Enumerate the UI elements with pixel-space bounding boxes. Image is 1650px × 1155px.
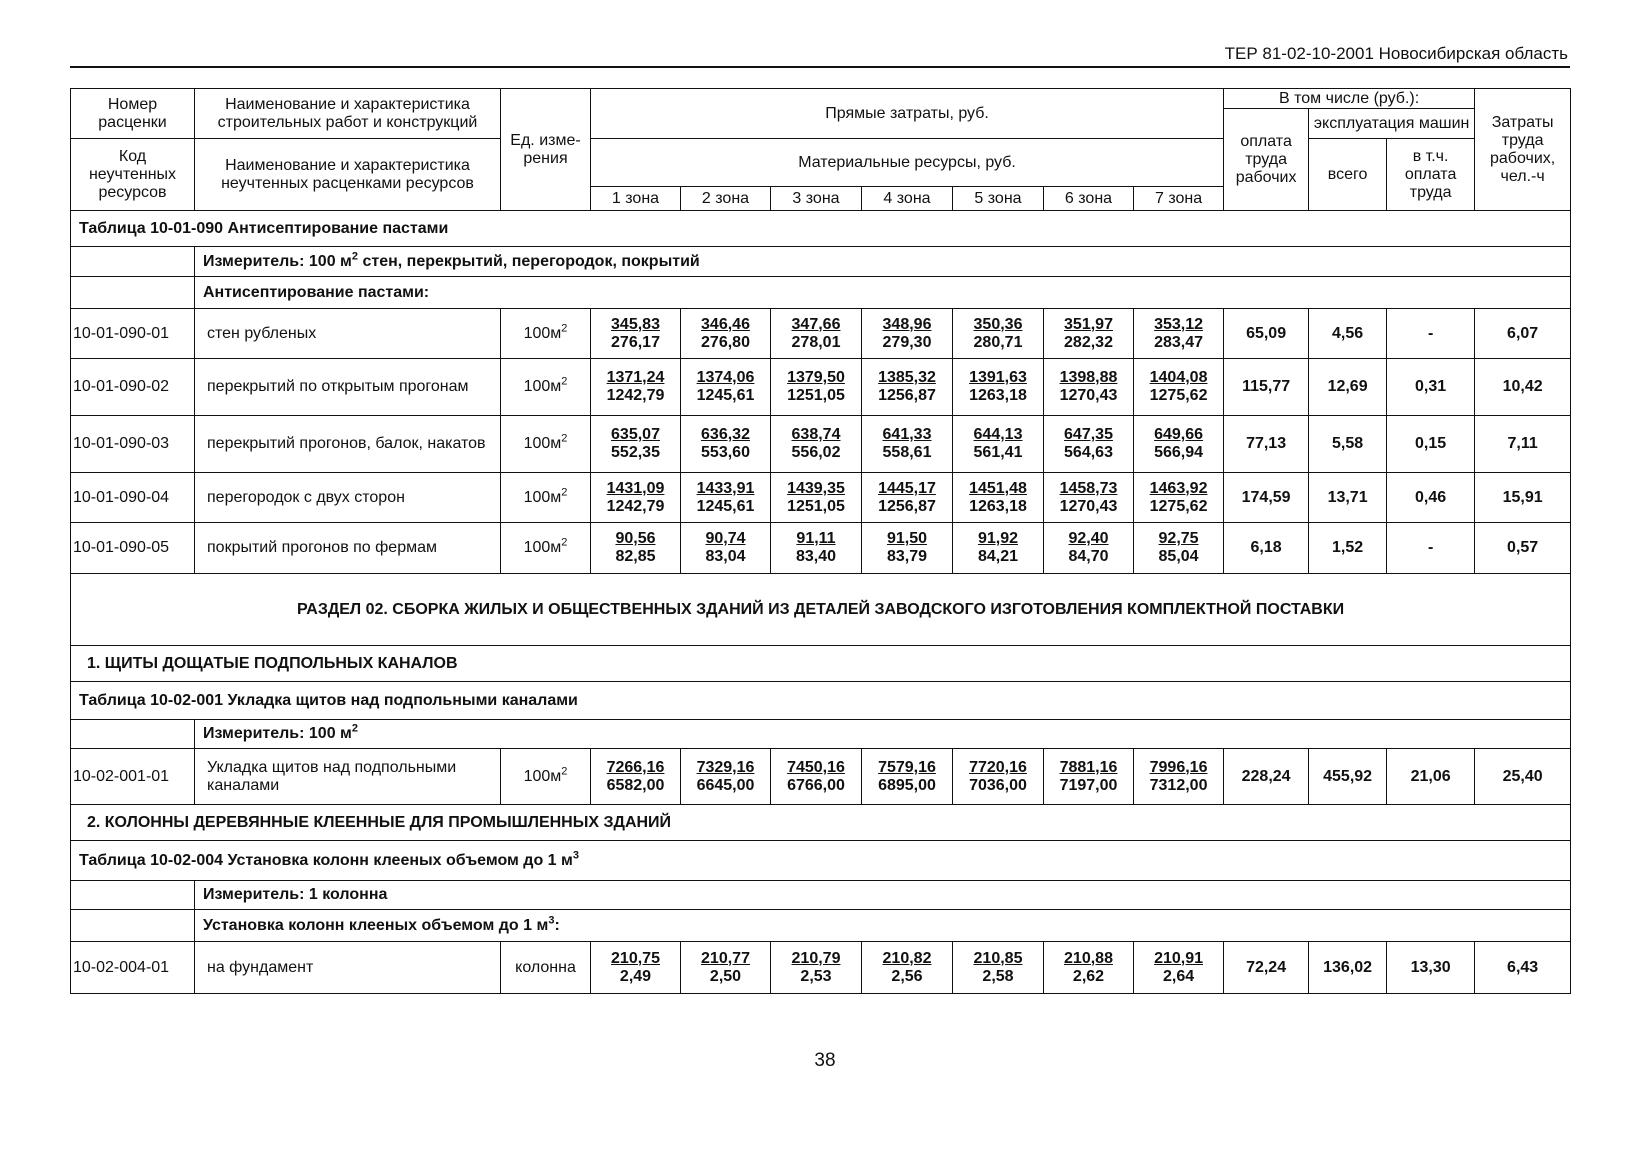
zone-price-2 (681, 309, 771, 359)
material-cost: 2,53 (800, 967, 832, 985)
group-label (195, 277, 1571, 309)
direct-cost: 1445,17 (878, 479, 936, 497)
zone-price-5 (953, 416, 1044, 473)
rate-code: 10-01-090-01 (71, 309, 195, 359)
section-title-row (71, 574, 1571, 646)
labor-value: 10,42 (1475, 359, 1571, 416)
rate-row (71, 473, 1571, 523)
rate-code: 10-01-090-03 (71, 416, 195, 473)
material-cost: 279,30 (882, 333, 932, 351)
rate-row (71, 309, 1571, 359)
zone-price-6 (1044, 942, 1134, 994)
table-title-text: Таблица 10-01-090 Антисептирование пастами (79, 219, 449, 237)
table-title-text: Таблица 10-02-001 Укладка щитов над подпольными каналами (79, 691, 578, 709)
unit-text: 100м (523, 767, 562, 785)
material-cost: 2,56 (891, 967, 923, 985)
direct-cost: 210,85 (973, 949, 1023, 967)
machines-value: 455,92 (1309, 749, 1387, 805)
direct-cost: 1385,32 (878, 369, 936, 386)
table-title-row (71, 682, 1571, 720)
material-cost: 7197,00 (1059, 776, 1118, 794)
direct-cost: 91,92 (977, 530, 1019, 547)
direct-cost: 641,33 (882, 426, 932, 443)
zone-price-4 (862, 416, 953, 473)
material-cost: 1275,62 (1149, 387, 1208, 404)
empty-code-cell (71, 247, 195, 277)
table-title (71, 841, 1571, 881)
material-cost: 1270,43 (1059, 497, 1118, 515)
zone-price-6 (1044, 473, 1134, 523)
rate-row (71, 359, 1571, 416)
material-cost: 280,71 (973, 333, 1023, 351)
zone-price-3 (771, 309, 862, 359)
direct-cost: 91,11 (796, 530, 836, 547)
col-labor-header: Затраты труда рабочих, чел.-ч (1475, 89, 1571, 211)
zone-price-5 (953, 942, 1044, 994)
rate-name: покрытий прогонов по фермам (195, 523, 501, 574)
rate-code: 10-01-090-05 (71, 523, 195, 574)
zone-price-5 (953, 309, 1044, 359)
direct-cost: 7579,16 (878, 758, 936, 776)
zone-price-2 (681, 749, 771, 805)
wages-value: 6,18 (1224, 523, 1309, 574)
material-cost: 561,41 (973, 444, 1023, 461)
material-cost: 552,35 (611, 444, 660, 461)
material-cost: 85,04 (1158, 548, 1199, 565)
col-machines-header: эксплуатация машин (1309, 109, 1475, 139)
group-text: : (554, 916, 560, 934)
col-wages-header: оплата труда рабочих (1224, 109, 1309, 211)
material-cost: 1270,43 (1059, 387, 1118, 404)
rate-code: 10-02-001-01 (71, 749, 195, 805)
labor-value: 7,11 (1475, 416, 1571, 473)
material-cost: 278,01 (791, 333, 841, 351)
material-cost: 83,04 (705, 548, 746, 565)
material-cost: 1245,61 (696, 497, 755, 515)
material-cost: 2,49 (619, 967, 652, 985)
group-label-row (71, 277, 1571, 309)
rate-unit (501, 473, 591, 523)
machines-value: 1,52 (1309, 523, 1387, 574)
zone-header-7: 7 зона (1134, 187, 1224, 211)
subsection-title (71, 805, 1571, 841)
direct-cost: 7266,16 (606, 758, 665, 776)
direct-cost: 345,83 (611, 315, 660, 333)
unit-text: 100м (523, 378, 562, 395)
wages-value: 65,09 (1224, 309, 1309, 359)
rate-name: стен рубленых (195, 309, 501, 359)
document-header: ТЕР 81-02-10-2001 Новосибирская область (1224, 44, 1568, 63)
table-title (71, 211, 1571, 247)
labor-value: 25,40 (1475, 749, 1571, 805)
direct-cost: 1439,35 (787, 479, 845, 497)
material-cost: 2,50 (709, 967, 742, 985)
direct-cost: 210,79 (791, 949, 841, 967)
material-cost: 7312,00 (1149, 776, 1208, 794)
empty-code-cell (71, 910, 195, 942)
zone-price-4 (862, 473, 953, 523)
rate-unit (501, 416, 591, 473)
direct-cost: 638,74 (791, 426, 841, 443)
unit-text: 100м (523, 324, 562, 342)
subsection-text: 2. КОЛОННЫ ДЕРЕВЯННЫЕ КЛЕЕННЫЕ ДЛЯ ПРОМЫШЛЕННЫХ ЗДАНИЙ (87, 813, 672, 831)
zone-price-2 (681, 942, 771, 994)
zone-price-1 (591, 359, 681, 416)
zone-price-6 (1044, 309, 1134, 359)
direct-cost: 348,96 (882, 315, 932, 333)
rate-code: 10-02-004-01 (71, 942, 195, 994)
subsection-title-row (71, 646, 1571, 682)
direct-cost: 7450,16 (787, 758, 845, 776)
direct-cost: 1379,50 (787, 369, 845, 386)
col-number-header: Номер расценки (71, 89, 195, 139)
direct-cost: 351,97 (1064, 315, 1113, 333)
material-cost: 84,21 (977, 548, 1019, 565)
rates-table (70, 88, 1571, 994)
zone-price-6 (1044, 523, 1134, 574)
zone-header-5: 5 зона (953, 187, 1044, 211)
unit-sup: 2 (561, 536, 568, 549)
direct-cost: 90,74 (705, 530, 746, 547)
material-cost: 2,58 (982, 967, 1014, 985)
material-cost: 6645,00 (696, 776, 755, 794)
group-text: Антисептирование пастами: (203, 283, 430, 301)
measure-text: Измеритель: 100 м (203, 252, 352, 270)
direct-cost: 346,46 (701, 315, 750, 333)
material-cost: 558,61 (882, 444, 932, 461)
col-resname-header: Наименование и характеристика неучтенных расценками ресурсов (195, 139, 501, 211)
header-rule (70, 66, 1570, 68)
material-cost: 556,02 (791, 444, 841, 461)
material-cost: 6582,00 (606, 776, 665, 794)
measure-label (195, 720, 1571, 749)
rate-row (71, 942, 1571, 994)
zone-header-4: 4 зона (862, 187, 953, 211)
zone-price-1 (591, 523, 681, 574)
zone-price-7 (1134, 942, 1224, 994)
measure-text: Измеритель: 1 колонна (203, 886, 388, 903)
unit-text: колонна (515, 958, 576, 976)
direct-cost: 1391,63 (969, 369, 1027, 386)
direct-cost: 635,07 (611, 426, 660, 443)
zone-price-5 (953, 359, 1044, 416)
material-cost: 84,70 (1068, 548, 1109, 565)
zone-price-3 (771, 523, 862, 574)
zone-price-2 (681, 523, 771, 574)
col-unit-header: Ед. изме- рения (501, 89, 591, 211)
measure-text: стен, перекрытий, перегородок, покрытий (358, 252, 700, 270)
material-cost: 1251,05 (787, 387, 845, 404)
labor-value: 6,43 (1475, 942, 1571, 994)
machines-wages-value: - (1387, 309, 1475, 359)
unit-text: 100м (523, 488, 562, 506)
direct-cost: 210,88 (1064, 949, 1113, 967)
zone-price-4 (862, 523, 953, 574)
zone-price-6 (1044, 416, 1134, 473)
direct-cost: 1371,24 (606, 369, 665, 386)
direct-cost: 647,35 (1064, 426, 1113, 443)
measure-sup: 2 (351, 250, 359, 263)
group-text: Установка колонн клееных объемом до 1 м (203, 916, 549, 934)
material-cost: 1275,62 (1149, 497, 1208, 515)
zone-price-7 (1134, 523, 1224, 574)
machines-value: 4,56 (1309, 309, 1387, 359)
table-title-text: Таблица 10-02-004 Установка колонн клееных объемом до 1 м (79, 851, 573, 869)
rate-unit (501, 309, 591, 359)
material-cost: 83,79 (886, 548, 928, 565)
material-cost: 82,85 (615, 548, 656, 565)
zone-header-6: 6 зона (1044, 187, 1134, 211)
zone-price-3 (771, 359, 862, 416)
direct-cost: 1404,08 (1149, 369, 1208, 386)
direct-cost: 91,50 (886, 530, 928, 547)
zone-header-1: 1 зона (591, 187, 681, 211)
zone-price-5 (953, 473, 1044, 523)
unit-sup: 2 (561, 765, 568, 778)
zone-price-3 (771, 416, 862, 473)
machines-value: 5,58 (1309, 416, 1387, 473)
zone-price-2 (681, 473, 771, 523)
labor-value: 6,07 (1475, 309, 1571, 359)
zone-price-3 (771, 473, 862, 523)
material-cost: 276,17 (611, 333, 660, 351)
unit-text: 100м (523, 435, 562, 452)
machines-wages-value: 0,31 (1387, 359, 1475, 416)
zone-price-3 (771, 942, 862, 994)
machines-wages-value: 0,46 (1387, 473, 1475, 523)
wages-value: 228,24 (1224, 749, 1309, 805)
zone-price-1 (591, 416, 681, 473)
direct-cost: 1431,09 (606, 479, 665, 497)
machines-wages-value: 0,15 (1387, 416, 1475, 473)
zone-price-7 (1134, 309, 1224, 359)
direct-cost: 1463,92 (1149, 479, 1208, 497)
material-cost: 1256,87 (878, 497, 936, 515)
rate-unit (501, 523, 591, 574)
direct-cost: 90,56 (615, 530, 656, 547)
table-title-row (71, 841, 1571, 881)
zone-price-4 (862, 359, 953, 416)
zone-price-7 (1134, 416, 1224, 473)
col-materials-header: Материальные ресурсы, руб. (591, 139, 1224, 187)
unit-sup: 2 (561, 486, 568, 499)
material-cost: 1245,61 (696, 387, 755, 404)
zone-header-3: 3 зона (771, 187, 862, 211)
material-cost: 283,47 (1154, 333, 1204, 351)
rate-row (71, 523, 1571, 574)
zone-price-7 (1134, 359, 1224, 416)
direct-cost: 350,36 (973, 315, 1023, 333)
zone-price-2 (681, 359, 771, 416)
rate-name: на фундамент (195, 942, 501, 994)
wages-value: 174,59 (1224, 473, 1309, 523)
title-sup: 3 (572, 849, 579, 862)
direct-cost: 1374,06 (696, 369, 755, 386)
wages-value: 72,24 (1224, 942, 1309, 994)
section-title (71, 574, 1571, 646)
material-cost: 1242,79 (606, 387, 665, 404)
machines-wages-value: 21,06 (1387, 749, 1475, 805)
direct-cost: 92,40 (1068, 530, 1109, 547)
empty-code-cell (71, 720, 195, 749)
direct-cost: 210,91 (1154, 949, 1204, 967)
machines-value: 13,71 (1309, 473, 1387, 523)
col-mach-total-header: всего (1309, 139, 1387, 211)
rate-unit (501, 942, 591, 994)
empty-code-cell (71, 277, 195, 309)
zone-price-1 (591, 473, 681, 523)
direct-cost: 1458,73 (1059, 479, 1118, 497)
direct-cost: 1398,88 (1059, 369, 1118, 386)
direct-cost: 210,75 (611, 949, 660, 967)
empty-code-cell (71, 881, 195, 910)
wages-value: 77,13 (1224, 416, 1309, 473)
zone-price-4 (862, 749, 953, 805)
direct-cost: 347,66 (791, 315, 841, 333)
zone-price-1 (591, 309, 681, 359)
zone-price-6 (1044, 359, 1134, 416)
rate-name: Укладка щитов над подпольными каналами (195, 749, 501, 805)
machines-value: 12,69 (1309, 359, 1387, 416)
direct-cost: 649,66 (1154, 426, 1204, 443)
zone-price-2 (681, 416, 771, 473)
section-text: РАЗДЕЛ 02. СБОРКА ЖИЛЫХ И ОБЩЕСТВЕННЫХ ЗДАНИЙ ИЗ ДЕТАЛЕЙ ЗАВОДСКОГО ИЗГОТОВЛЕНИЯ КОМПЛЕКТНОЙ ПОСТАВКИ (297, 600, 1345, 618)
rate-name: перекрытий прогонов, балок, накатов (195, 416, 501, 473)
col-code-header: Код неучтенных ресурсов (71, 139, 195, 211)
material-cost: 276,80 (701, 333, 750, 351)
material-cost: 2,62 (1072, 967, 1105, 985)
rate-code: 10-01-090-02 (71, 359, 195, 416)
labor-value: 0,57 (1475, 523, 1571, 574)
wages-value: 115,77 (1224, 359, 1309, 416)
rate-name: перекрытий по открытым прогонам (195, 359, 501, 416)
direct-cost: 7996,16 (1149, 758, 1208, 776)
zone-price-5 (953, 523, 1044, 574)
direct-cost: 353,12 (1154, 315, 1204, 333)
direct-cost: 644,13 (973, 426, 1023, 443)
rate-row (71, 749, 1571, 805)
subsection-title-row (71, 805, 1571, 841)
page-number: 38 (814, 1050, 836, 1071)
measure-label-row (71, 881, 1571, 910)
material-cost: 1263,18 (969, 497, 1027, 515)
material-cost: 6766,00 (787, 776, 845, 794)
table-title (71, 682, 1571, 720)
measure-label-row (71, 247, 1571, 277)
machines-wages-value: - (1387, 523, 1475, 574)
machines-wages-value: 13,30 (1387, 942, 1475, 994)
unit-sup: 2 (561, 375, 568, 388)
direct-cost: 210,77 (701, 949, 750, 967)
zone-price-7 (1134, 473, 1224, 523)
rate-unit (501, 749, 591, 805)
material-cost: 1256,87 (878, 387, 936, 404)
subsection-text: 1. ЩИТЫ ДОЩАТЫЕ ПОДПОЛЬНЫХ КАНАЛОВ (87, 654, 458, 672)
rate-name: перегородок с двух сторон (195, 473, 501, 523)
zone-price-1 (591, 942, 681, 994)
zone-price-6 (1044, 749, 1134, 805)
table-title-row (71, 211, 1571, 247)
measure-sup: 2 (351, 722, 359, 735)
rate-unit (501, 359, 591, 416)
measure-label-row (71, 720, 1571, 749)
zone-price-4 (862, 309, 953, 359)
measure-text: Измеритель: 100 м (203, 725, 352, 742)
zone-price-7 (1134, 749, 1224, 805)
zone-price-4 (862, 942, 953, 994)
col-including-header: В том числе (руб.): (1224, 89, 1475, 109)
group-label (195, 910, 1571, 942)
zone-price-1 (591, 749, 681, 805)
zone-header-2: 2 зона (681, 187, 771, 211)
direct-cost: 92,75 (1158, 530, 1199, 547)
material-cost: 2,64 (1162, 967, 1195, 985)
material-cost: 1242,79 (606, 497, 665, 515)
material-cost: 282,32 (1064, 333, 1113, 351)
unit-sup: 2 (561, 432, 568, 445)
rate-code: 10-01-090-04 (71, 473, 195, 523)
material-cost: 6895,00 (878, 776, 936, 794)
machines-value: 136,02 (1309, 942, 1387, 994)
material-cost: 7036,00 (969, 776, 1027, 794)
labor-value: 15,91 (1475, 473, 1571, 523)
direct-cost: 7881,16 (1059, 758, 1118, 776)
material-cost: 83,40 (795, 548, 837, 565)
subsection-title (71, 646, 1571, 682)
rate-row (71, 416, 1571, 473)
direct-cost: 210,82 (882, 949, 932, 967)
direct-cost: 1451,48 (969, 479, 1027, 497)
direct-cost: 7720,16 (969, 758, 1027, 776)
material-cost: 566,94 (1154, 444, 1204, 461)
material-cost: 553,60 (701, 444, 750, 461)
col-mach-wages-header: в т.ч. оплата труда (1387, 139, 1475, 211)
col-direct-header: Прямые затраты, руб. (591, 89, 1224, 139)
unit-sup: 2 (561, 322, 568, 335)
material-cost: 564,63 (1064, 444, 1113, 461)
group-label-row (71, 910, 1571, 942)
direct-cost: 636,32 (701, 426, 750, 443)
direct-cost: 1433,91 (696, 479, 755, 497)
material-cost: 1251,05 (787, 497, 845, 515)
zone-price-3 (771, 749, 862, 805)
group-sup: 3 (548, 914, 555, 927)
zone-price-5 (953, 749, 1044, 805)
unit-text: 100м (523, 539, 562, 556)
measure-label (195, 247, 1571, 277)
direct-cost: 7329,16 (696, 758, 755, 776)
measure-label (195, 881, 1571, 910)
material-cost: 1263,18 (969, 387, 1027, 404)
col-name-header: Наименование и характеристика строительных работ и конструкций (195, 89, 501, 139)
